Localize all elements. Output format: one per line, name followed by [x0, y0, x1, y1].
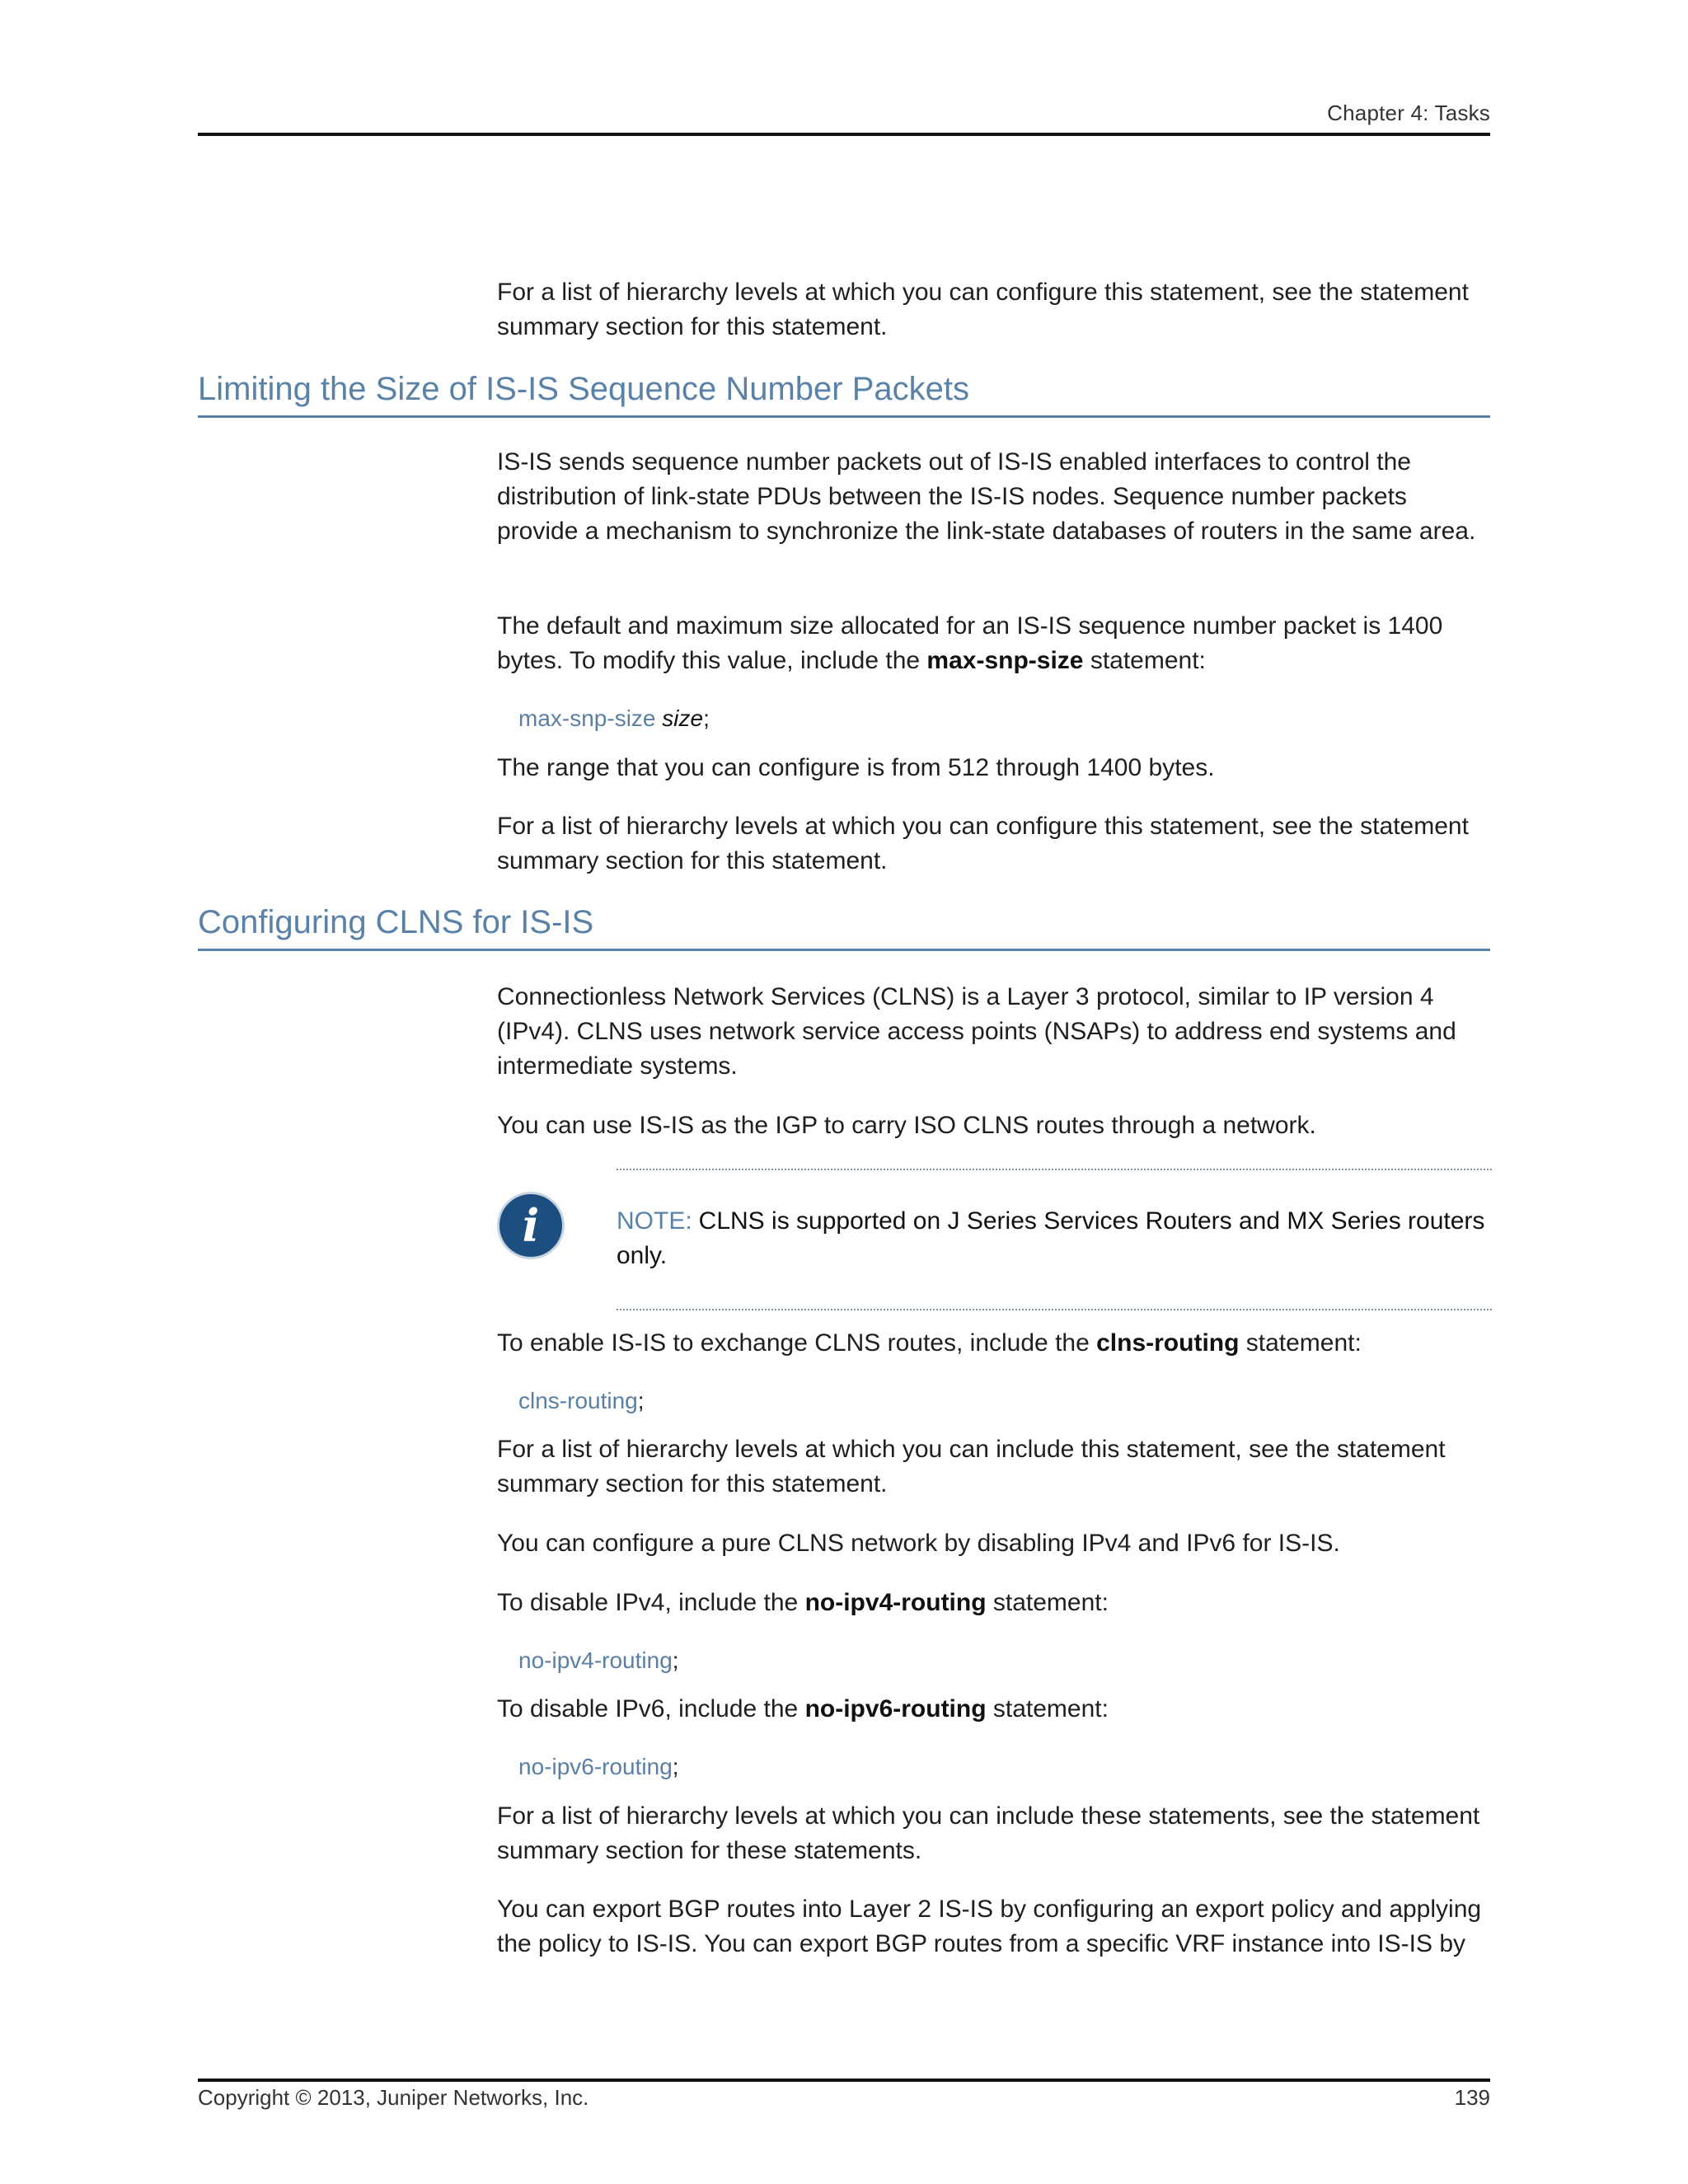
copyright: Copyright © 2013, Juniper Networks, Inc. [198, 2085, 589, 2110]
section2-body [497, 1526, 1492, 1561]
keyword: clns-routing [1096, 1329, 1240, 1357]
page-number: 139 [1454, 2085, 1490, 2110]
section2-body [497, 1892, 1492, 1961]
section-heading: Limiting the Size of IS-IS Sequence Number Packets [198, 369, 1490, 418]
section2-body [497, 1326, 1492, 1361]
text: statement: [986, 1589, 1109, 1616]
code-keyword: clns-routing [518, 1388, 638, 1413]
paragraph: For a list of hierarchy levels at which you can configure this statement, see the statement summary section for this statement. [497, 813, 1469, 874]
code-terminator: ; [637, 1388, 645, 1413]
text: statement: [1239, 1329, 1362, 1357]
keyword: no-ipv6-routing [804, 1695, 987, 1722]
text: To enable IS-IS to exchange CLNS routes, include the [497, 1329, 1097, 1357]
paragraph [497, 1586, 1492, 1620]
code-sample [518, 1644, 1513, 1677]
header-rule [198, 133, 1490, 136]
section1-body [497, 445, 1492, 549]
section2-body [497, 1586, 1492, 1620]
code-keyword: max-snp-size [518, 705, 656, 731]
text: To disable IPv6, include the [497, 1695, 805, 1722]
footer-rule [198, 2079, 1490, 2082]
section2-body [497, 1432, 1492, 1502]
code-terminator: ; [672, 1754, 679, 1779]
code-keyword: no-ipv4-routing [518, 1647, 673, 1673]
section1-body [497, 809, 1492, 879]
code-terminator: ; [703, 705, 710, 731]
paragraph: For a list of hierarchy levels at which you can include this statement, see the statement summary section for this statement. [497, 1436, 1446, 1497]
text: statement: [986, 1695, 1109, 1722]
text: The default and maximum size allocated for an IS-IS sequence number packet is 1400 bytes. To modify this value, include the [497, 612, 1443, 674]
section2-body [497, 980, 1492, 1084]
text: statement: [1083, 647, 1206, 674]
code-sample [518, 1750, 1513, 1783]
note-top-rule [617, 1169, 1492, 1170]
code-keyword: no-ipv6-routing [518, 1754, 673, 1779]
note-label: NOTE: [617, 1207, 692, 1235]
paragraph [497, 609, 1492, 678]
section2-body [497, 1108, 1492, 1143]
section-heading: Configuring CLNS for IS-IS [198, 902, 1490, 951]
paragraph: You can configure a pure CLNS network by disabling IPv4 and IPv6 for IS-IS. [497, 1530, 1340, 1557]
paragraph: For a list of hierarchy levels at which you can configure this statement, see the statement summary section for this statement. [497, 279, 1469, 340]
text: To disable IPv4, include the [497, 1589, 805, 1616]
paragraph: IS-IS sends sequence number packets out of IS-IS enabled interfaces to control the distribution of link-state PDUs between the IS-IS nodes. Sequence number packets provide a mechanism to synchronize the link-state databases of routers in the same area. [497, 448, 1476, 545]
info-icon: i [497, 1192, 565, 1259]
paragraph: For a list of hierarchy levels at which you can include these statements, see the statement summary section for these statements. [497, 1802, 1480, 1864]
paragraph: Connectionless Network Services (CLNS) is a Layer 3 protocol, similar to IP version 4 (IPv4). CLNS uses network service access points (NSAPs) to address end systems and intermediate systems. [497, 983, 1456, 1080]
keyword: max-snp-size [926, 647, 1084, 674]
section2-body [497, 1692, 1492, 1727]
note-bottom-rule [617, 1309, 1492, 1310]
code-sample [518, 1385, 1513, 1418]
note [617, 1204, 1492, 1273]
paragraph: You can export BGP routes into Layer 2 IS-IS by configuring an export policy and applying the policy to IS-IS. You can export BGP routes from a specific VRF instance into IS-IS by [497, 1896, 1482, 1957]
intro-block [497, 275, 1492, 344]
code-argument: size [662, 705, 704, 731]
keyword: no-ipv4-routing [804, 1589, 987, 1616]
paragraph [497, 1692, 1492, 1727]
paragraph: You can use IS-IS as the IGP to carry ISO CLNS routes through a network. [497, 1112, 1316, 1139]
section2-body [497, 1799, 1492, 1868]
running-head: Chapter 4: Tasks [1327, 101, 1490, 125]
paragraph: The range that you can configure is from 512 through 1400 bytes. [497, 754, 1215, 781]
paragraph [497, 1326, 1492, 1361]
section1-body [497, 751, 1492, 785]
code-sample [518, 702, 1513, 735]
section1-body [497, 609, 1492, 678]
note-text: CLNS is supported on J Series Services Routers and MX Series routers only. [617, 1207, 1485, 1269]
code-terminator: ; [672, 1647, 679, 1673]
